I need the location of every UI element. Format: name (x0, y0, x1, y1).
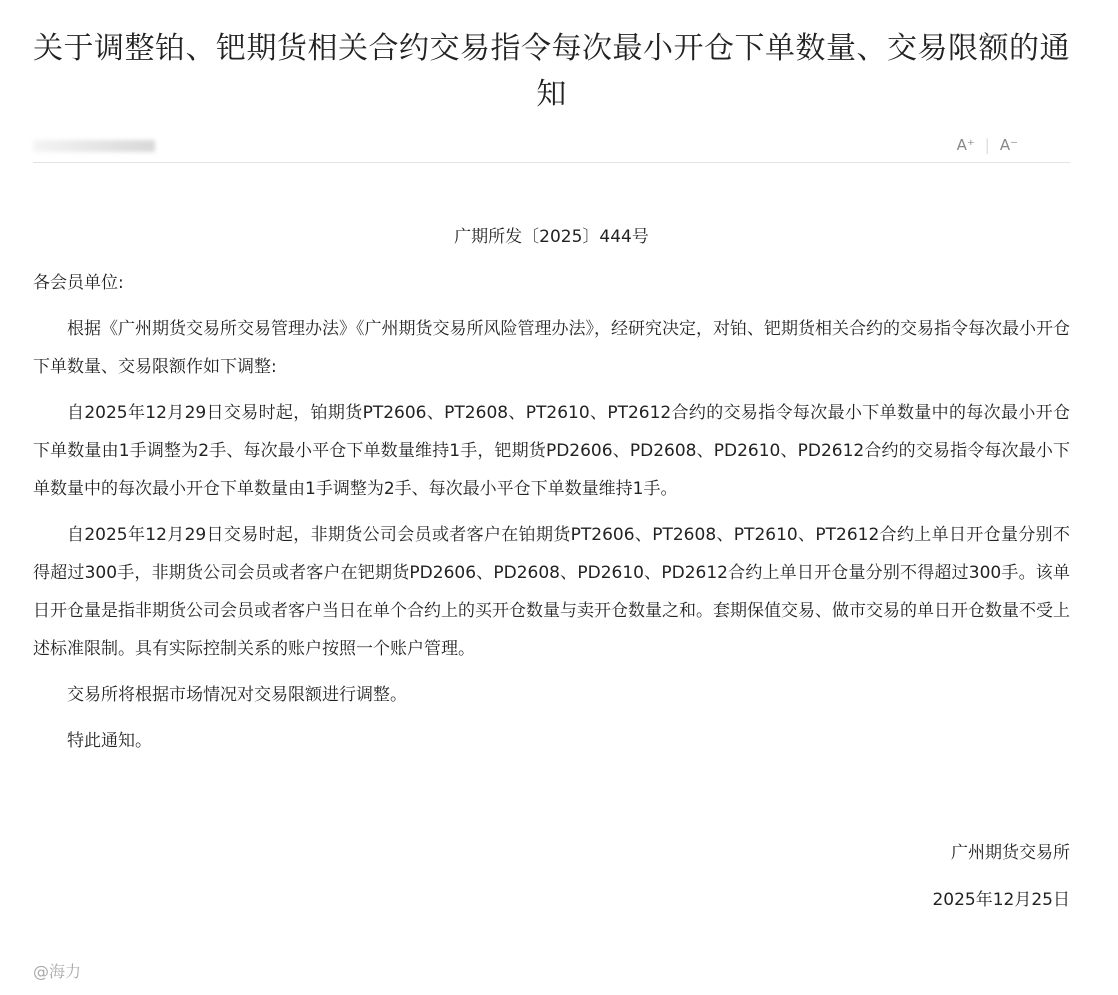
decrease-font-button[interactable]: A⁻ (999, 136, 1018, 154)
divider: | (984, 136, 990, 154)
watermark: @海力 (33, 962, 82, 981)
signature: 广州期货交易所 (951, 843, 1070, 863)
paragraph: 自2025年12月29日交易时起，铂期货PT2606、PT2608、PT2610、PT2612合约的交易指令每次最小下单数量中的每次最小开仓下单数量由1手调整为2手、每次最小平仓下单数量维持1手，钯期货PD2606、PD2608、PD2610、PD2612合约的交易指令每次最小下单数量中的每次最小开仓下单数量由1手调整为2手、每次最小平仓下单数量维持1手。 (33, 403, 1070, 499)
paragraph: 根据《广州期货交易所交易管理办法》《广州期货交易所风险管理办法》，经研究决定，对铂、钯期货相关合约的交易指令每次最小开仓下单数量、交易限额作如下调整: (33, 319, 1070, 377)
document-number: 广期所发〔2025〕444号 (454, 227, 649, 247)
divider (33, 162, 1070, 163)
article-meta (33, 136, 1070, 158)
blurred-source-info (33, 140, 155, 152)
paragraph: 自2025年12月29日交易时起，非期货公司会员或者客户在铂期货PT2606、PT2608、PT2610、PT2612合约上单日开仓量分别不得超过300手，非期货公司会员或者客户在钯期货PD2606、PD2608、PD2610、PD2612合约上单日开仓量分别不得超过300手。该单日开仓量是指非期货公司会员或者客户当日在单个合约上的买开仓数量与卖开仓数量之和。套期保值交易、做市交易的单日开仓数量不受上述标准限制。具有实际控制关系的账户按照一个账户管理。 (33, 525, 1070, 659)
article-body (33, 264, 1070, 760)
increase-font-button[interactable]: A⁺ (956, 136, 975, 154)
paragraph: 交易所将根据市场情况对交易限额进行调整。 (67, 685, 407, 705)
paragraph: 特此通知。 (67, 731, 152, 751)
article-content (33, 224, 1070, 913)
salutation: 各会员单位: (33, 273, 124, 293)
date: 2025年12月25日 (932, 890, 1070, 910)
font-size-controls (957, 136, 1018, 154)
page-title: 关于调整铂、钯期货相关合约交易指令每次最小开仓下单数量、交易限额的通知 (33, 31, 1070, 112)
